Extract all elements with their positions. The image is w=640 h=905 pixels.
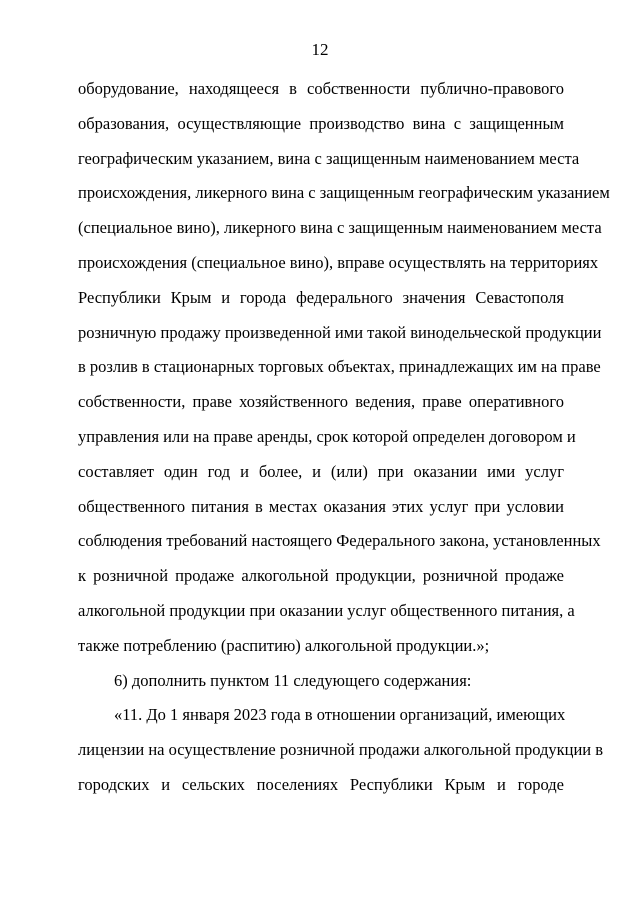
text-line: алкогольной продукции при оказании услуг общественного питания, а: [78, 600, 575, 620]
text-line: в розлив в стационарных торговых объектах, принадлежащих им на праве: [78, 357, 601, 377]
text-line: розничную продажу произведенной ими такой винодельческой продукции: [78, 322, 602, 342]
text-line: лицензии на осуществление розничной продажи алкогольной продукции в: [78, 740, 604, 760]
text-line: городских и сельских поселениях Республики Крым и городе: [78, 774, 564, 794]
text-line: происхождения, ликерного вина с защищенным географическим указанием: [78, 183, 610, 203]
page-number: 12: [311, 40, 329, 59]
document-body: [78, 79, 610, 810]
text-line: соблюдения требований настоящего Федерального закона, установленных: [78, 531, 601, 551]
text-line: «11. До 1 января 2023 года в отношении организаций, имеющих: [114, 705, 566, 725]
text-line: географическим указанием, вина с защищенным наименованием места: [78, 148, 580, 168]
text-line: (специальное вино), ликерного вина с защищенным наименованием места: [78, 218, 602, 238]
text-line: происхождения (специальное вино), вправе осуществлять на территориях: [78, 252, 599, 272]
text-line: образования, осуществляющие производство вина с защищенным: [78, 113, 564, 133]
text-line: Республики Крым и города федерального значения Севастополя: [78, 287, 564, 307]
text-line: к розничной продаже алкогольной продукции, розничной продаже: [78, 566, 564, 586]
text-line: также потреблению (распитию) алкогольной продукции.»;: [78, 635, 490, 655]
text-line: собственности, праве хозяйственного ведения, праве оперативного: [78, 392, 564, 412]
text-line: управления или на праве аренды, срок которой определен договором и: [78, 426, 576, 446]
text-line: 6) дополнить пунктом 11 следующего содержания:: [114, 670, 472, 690]
text-line: общественного питания в местах оказания этих услуг при условии: [78, 496, 564, 516]
text-line: оборудование, находящееся в собственности публично-правового: [78, 79, 564, 98]
text-line: составляет один год и более, и (или) при оказании ими услуг: [78, 461, 564, 481]
